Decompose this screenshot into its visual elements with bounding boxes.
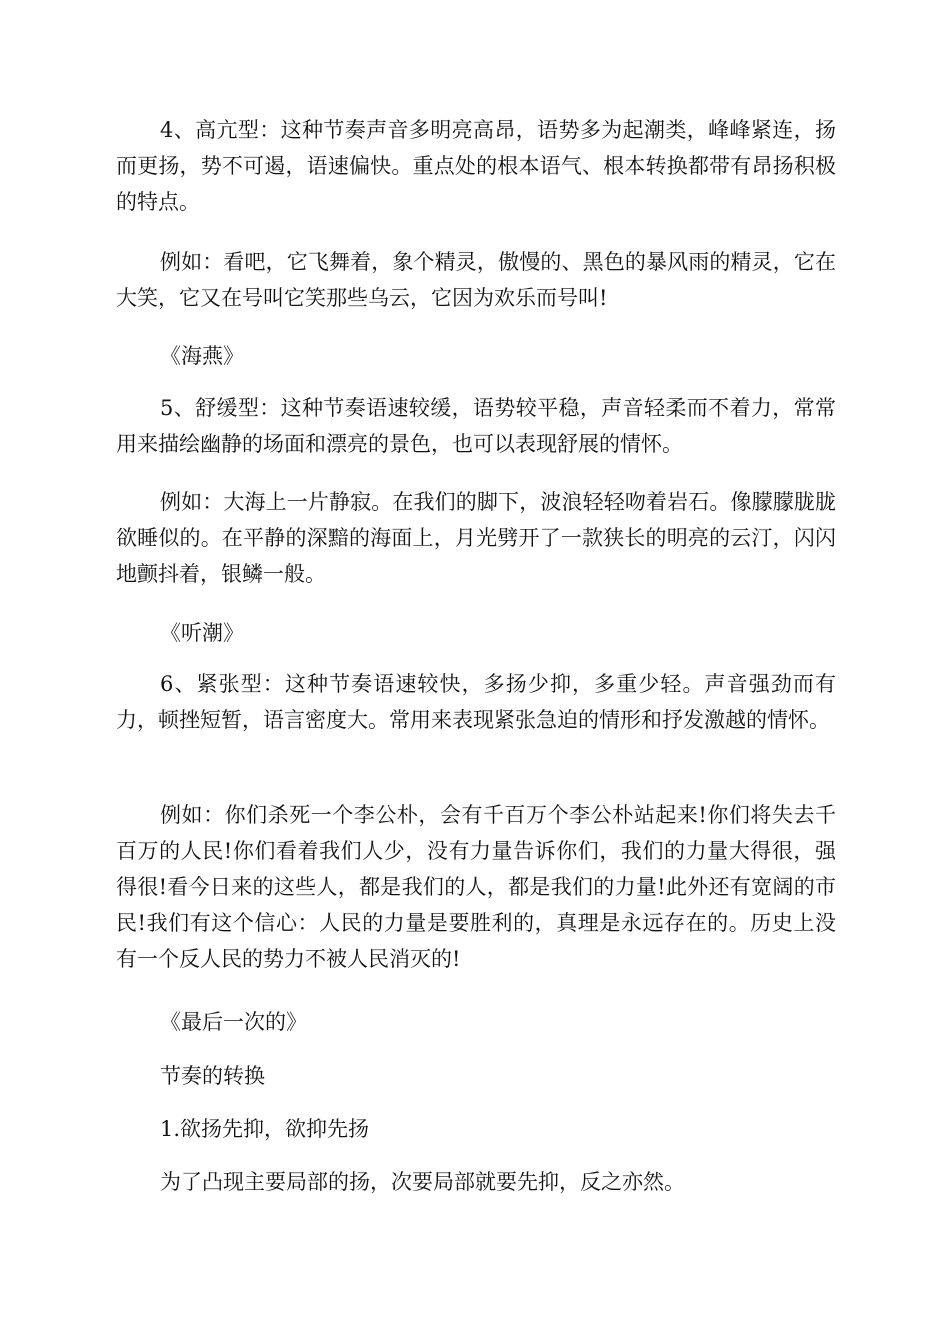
paragraph-example-haiyan: 例如：看吧，它飞舞着，象个精灵，傲慢的、黑色的暴风雨的精灵，它在大笑，它又在号叫它笑那些乌云，它因为欢乐而号叫!: [116, 250, 836, 310]
source-title-last-speech: 《最后一次的》: [160, 1010, 307, 1034]
subheading-raise-suppress: 1.欲扬先抑，欲抑先扬: [160, 1117, 370, 1141]
paragraph-example-tingchao: 例如：大海上一片静寂。在我们的脚下，波浪轻轻吻着岩石。像朦朦胧胧欲睡似的。在平静的深黯的海面上，月光劈开了一款狭长的明亮的云汀，闪闪地颤抖着，银鳞一般。: [116, 490, 836, 586]
paragraph-high-pitch-type: 4、高亢型：这种节奏声音多明亮高昂，语势多为起潮类，峰峰紧连，扬而更扬，势不可遏，语速偏快。重点处的根本语气、根本转换都带有昂扬积极的特点。: [116, 118, 836, 214]
section-heading-rhythm-shift: 节奏的转换: [160, 1064, 265, 1088]
source-title-tingchao: 《听潮》: [160, 621, 244, 645]
source-title-haiyan: 《海燕》: [160, 344, 244, 368]
paragraph-example-last-speech: 例如：你们杀死一个李公朴，会有千百万个李公朴站起来!你们将失去千百万的人民!你们看着我们人少，没有力量告诉你们，我们的力量大得很，强得很!看今日来的这些人，都是我们的人，都是我们的力量!此外还有宽阔的市民!我们有这个信心：人民的力量是要胜利的，真理是永远存在的。历史上没有一个反人民的势力不被人民消灭的!: [116, 803, 836, 971]
paragraph-tense-type: 6、紧张型：这种节奏语速较快，多扬少抑，多重少轻。声音强劲而有力，顿挫短暂，语言密度大。常用来表现紧张急迫的情形和抒发激越的情怀。: [116, 672, 836, 732]
paragraph-explanation: 为了凸现主要局部的扬，次要局部就要先抑，反之亦然。: [160, 1170, 685, 1194]
paragraph-relaxed-type: 5、舒缓型：这种节奏语速较缓，语势较平稳，声音轻柔而不着力，常常用来描绘幽静的场面和漂亮的景色，也可以表现舒展的情怀。: [116, 396, 836, 456]
